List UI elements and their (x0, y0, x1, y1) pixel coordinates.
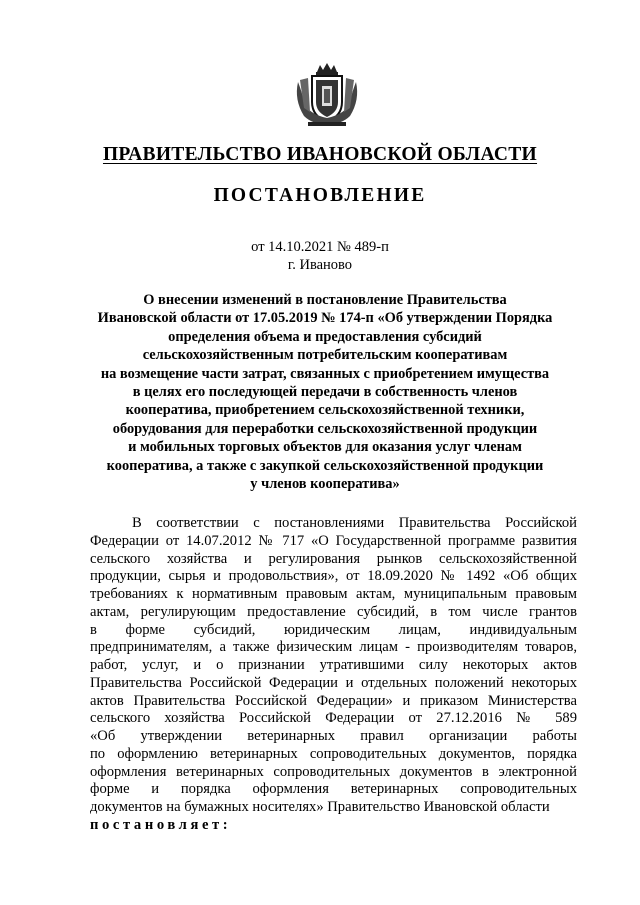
organization-name: ПРАВИТЕЛЬСТВО ИВАНОВСКОЙ ОБЛАСТИ (102, 144, 538, 165)
body-line: предпринимателям, а также физическим лицам - производителям товаров, (90, 639, 577, 656)
subject-line: в целях его последующей передачи в собственность членов (132, 384, 518, 401)
document-body (90, 515, 577, 835)
body-line: по оформлению ветеринарных сопроводительных документов, порядка (90, 745, 577, 762)
subject-line: определения объема и предоставления субсидий (168, 328, 482, 345)
body-line: В соответствии с постановлениями Правительства Российской (132, 515, 577, 531)
body-line: работ, услуг, и о признании утратившими силу некоторых актов (90, 657, 577, 673)
body-line: в форме субсидий, юридическим лицам, индивидуальным (90, 621, 577, 638)
body-line: требованиях к нормативным правовым актам, муниципальным правовым (90, 586, 577, 602)
subject-line: кооператива, приобретением сельскохозяйственной техники, (125, 402, 525, 419)
subject-line: и мобильных торговых объектов для оказания услуг членам (128, 439, 522, 456)
decree-word: постановляет: (90, 816, 232, 833)
body-line: Федерации от 14.07.2012 № 717 «О Государственной программе развития (90, 532, 577, 549)
body-line: продукции, сырья и продовольствия», от 18.09.2020 № 1492 «Об общих (90, 568, 577, 585)
body-line: оформления ветеринарных сопроводительных документов в электронной (90, 763, 577, 780)
subject-line: на возмещение части затрат, связанных с приобретением имущества (100, 365, 550, 382)
document-city: г. Иваново (287, 257, 353, 273)
body-line: форме и порядка оформления ветеринарных сопроводительных (90, 781, 577, 798)
ivanovo-coat-of-arms-icon (292, 62, 362, 128)
subject-line: сельскохозяйственным потребительским кооперативам (142, 347, 508, 364)
subject-line: О внесении изменений в постановление Правительства (143, 292, 507, 308)
subject-line: у членов кооператива» (250, 476, 400, 493)
subject-line: Ивановской области от 17.05.2019 № 174-п «Об утверждении Порядка (97, 310, 553, 327)
document-date-number: от 14.10.2021 № 489-п (251, 239, 389, 255)
body-line: сельского хозяйства Российской Федерации от 27.12.2016 № 589 (90, 710, 577, 727)
document-type: ПОСТАНОВЛЕНИЕ (213, 185, 427, 206)
body-line: Правительства Российской Федерации и отдельных положений некоторых (90, 674, 577, 691)
body-line: актам, регулирующим предоставление субсидий, в том числе грантов (90, 603, 577, 620)
body-line: сельского хозяйства и регулирования рынков сельскохозяйственной (90, 550, 577, 567)
body-line: актов Правительства Российской Федерации» и приказом Министерства (90, 692, 577, 709)
subject-line: кооператива, а также с закупкой сельскохозяйственной продукции (106, 457, 544, 474)
body-line: «Об утверждении ветеринарных правил организации работы (90, 728, 577, 744)
body-line: документов на бумажных носителях» Правительство Ивановской области (90, 799, 550, 815)
subject-line: оборудования для переработки сельскохозяйственной продукции (112, 420, 538, 437)
document-subject (60, 291, 590, 493)
